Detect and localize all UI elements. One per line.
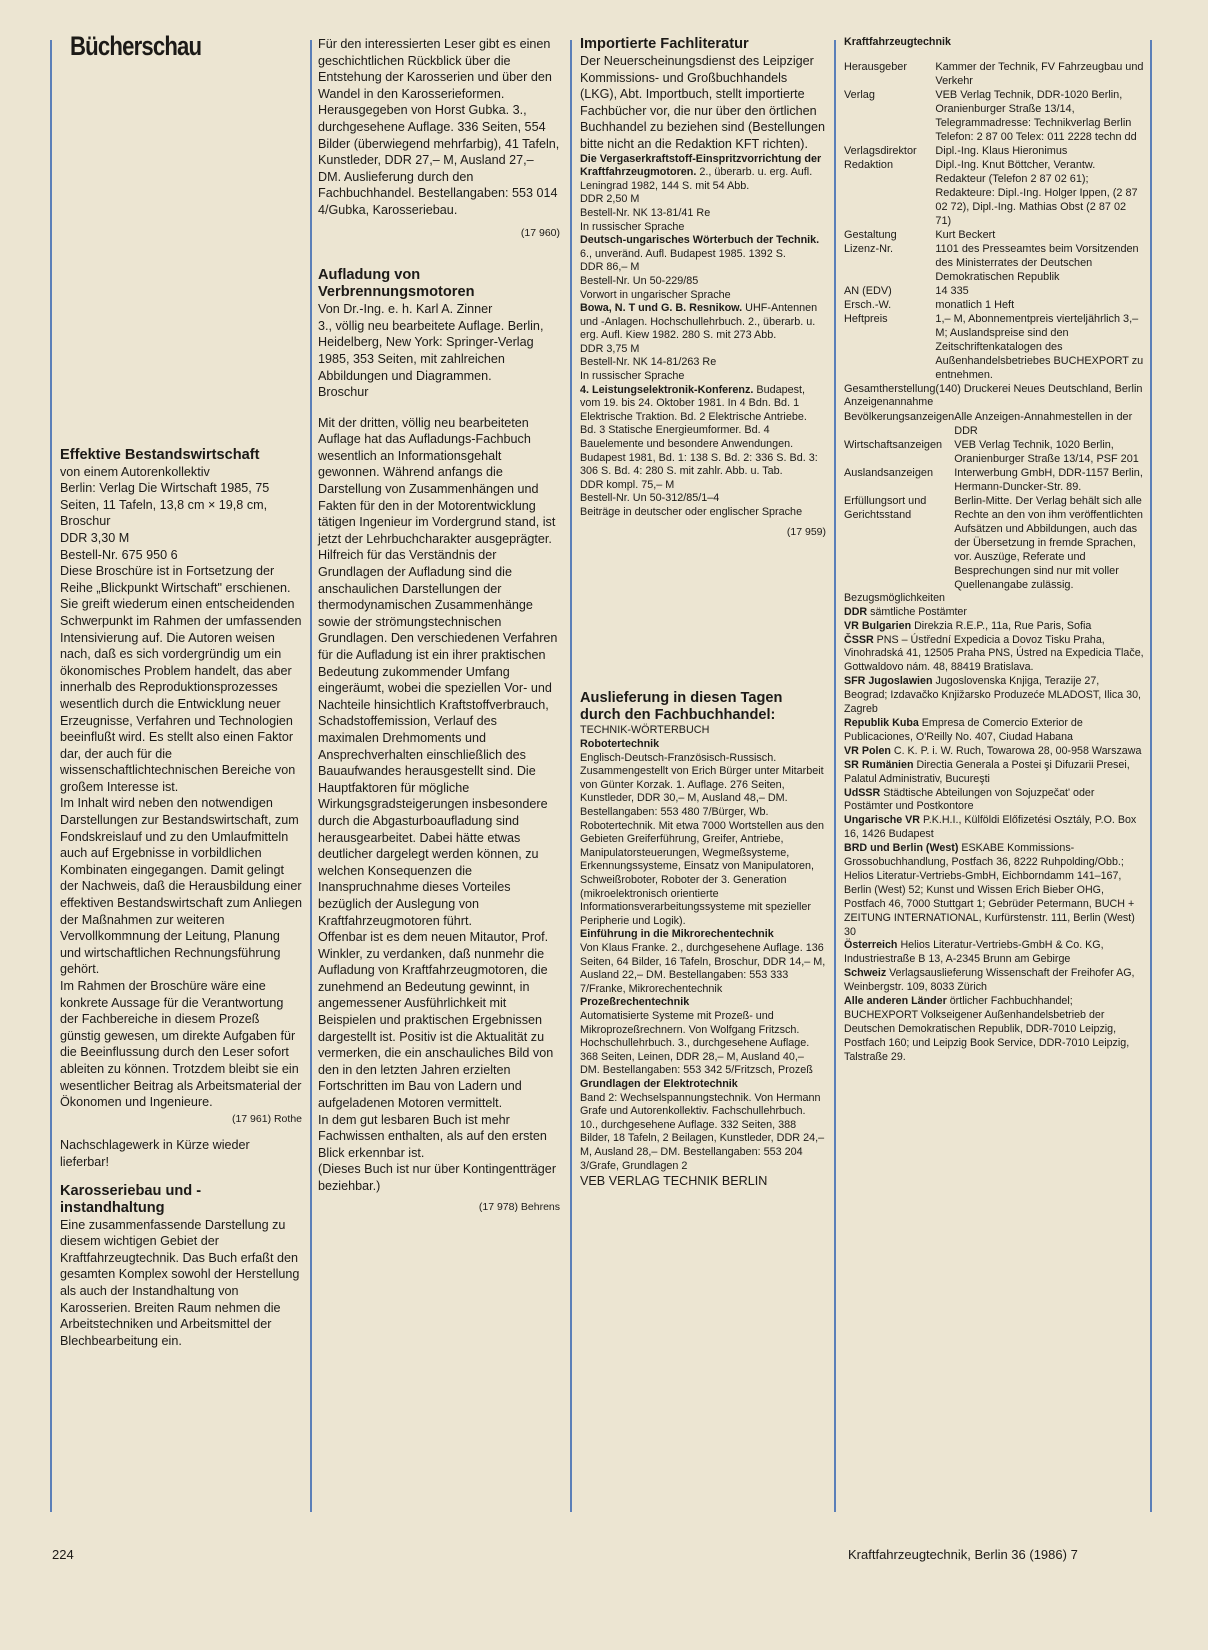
ads-heading: Anzeigenannahme (844, 395, 934, 408)
country: Österreich (844, 939, 898, 952)
imprint-row (844, 438, 1144, 466)
delivery-head: Prozeßrechentechnik (580, 996, 690, 1009)
address: Helios Literatur-Vertriebs-GmbH & Co. KG, Industriestraße B 13, A-2345 Brunn am Gebirge (844, 939, 1104, 966)
column-rule (834, 40, 836, 1512)
entry-text: 2., überarb. u. erg. Aufl. Leningrad 1982, 144 S. mit 54 Abb. (580, 166, 813, 192)
subscription-entry (844, 814, 1144, 842)
address: ESKABE Kommissions-Grossobuchhandlung, Postfach 36, 8222 Ruhpolding/Obb.; Helios Literatur-Vertriebs-GmbH, Eichborndamm 141–167, Berlin (West) 52; Kunst und Wissen Erich Bieber OHG, Postfach 46, 7000 Stuttgart 1; Gebrüder Petermann, BUCH + ZEITUNG INTERNATIONAL, Kurfürstenstr. 111, Berlin (West) 30 (844, 842, 1135, 938)
address: Verlagsauslieferung Wissenschaft der Freihofer AG, Weinbergstr. 109, 8033 Zürich (844, 967, 1135, 994)
notice-text: Nachschlagewerk in Kürze wieder lieferbar! (60, 1138, 250, 1169)
subscription-entry (844, 675, 1144, 717)
delivery-text: Von Klaus Franke. 2., durchgesehene Auflage. 136 Seiten, 64 Bilder, 16 Tafeln, Broschur, DDR 14,– M, Ausland 22,– DM. Bestellangaben: 553 333 7/Franke, Mikrorechentechnik (580, 942, 826, 995)
country: ČSSR (844, 633, 874, 646)
column-2 (318, 36, 560, 1215)
country: SR Rumänien (844, 758, 914, 771)
row-value: Kurt Beckert (935, 228, 996, 241)
imprint-row (844, 144, 1144, 158)
review-bibliography (60, 464, 302, 564)
imprint-row (844, 60, 1144, 88)
country: VR Polen (844, 744, 891, 757)
address: Directia Generala a Postei şi Difuzarii Presei, Palatul Administrativ, Bucureşti (844, 758, 1130, 785)
entry-line: Bestell-Nr. NK 13-81/41 Re (580, 206, 711, 219)
row-key: Auslandsanzeigen (844, 466, 934, 479)
import-title: Importierte Fachliteratur (580, 36, 749, 52)
country: Ungarische VR (844, 814, 921, 827)
row-value: Interwerbung GmbH, DDR-1157 Berlin, Hermann-Duncker-Str. 89. (954, 466, 1143, 493)
entry-text: UHF-Antennen und -Anlagen. Hochschullehrbuch. 2., überarb. u. erg. Aufl. Kiew 1982. 280 S. mit 273 Abb. (580, 302, 818, 342)
review-reference: (17 960) (520, 226, 560, 239)
column-4 (844, 36, 1144, 1065)
paragraph: Hilfreich für das Verständnis der Grundlagen der Aufladung sind die anschaulichen Darstellungen der thermodynamischen Zusammenhänge sowie der strömungstechnischen Grundlagen. Den verschiedenen Verfahren für die Aufladung ist ein ihrer praktischen Bedeutung zukommender Umfang eingeräumt, wobei die speziellen Vor- und Nachteile hinsichtlich Kraftstoffverbrauch, Schadstoffemission, Verlauf des maximalen Drehmoments und Ansprechverhalten einschließlich des Bauaufwandes herausgestellt sind. Die Hauptfaktoren für mögliche Wirkungsgradsteigerungen insbesondere durch die Abgasturboaufladung sind herausgearbeitet. Dabei hätte etwas deutlicher dargelegt werden können, zu welchen Konsequenzen die Inanspruchnahme dieses Vorteiles bezüglich der Auslegung von Kraftfahrzeugmotoren führt. (318, 548, 558, 928)
delivery-text: Automatisierte Systeme mit Prozeß- und Mikroprozeßrechnern. Von Wolfgang Fritzsch. Hochschullehrbuch. 3., durchgesehene Auflage. 368 Seiten, Leinen, DDR 28,– M, Ausland 40,– DM. Bestellangaben: 553 342 5/Fritzsch, Prozeß (580, 1009, 813, 1077)
imprint-row (844, 298, 1144, 312)
row-key: Verlagsdirektor (844, 144, 917, 157)
import-reference: (17 959) (786, 525, 826, 538)
bibliography-line: Bestell-Nr. 675 950 6 (60, 547, 178, 562)
entry-line: Bestell-Nr. NK 14-81/263 Re (580, 356, 717, 369)
row-key: Gesamtherstellung (844, 382, 936, 395)
country: BRD und Berlin (West) (844, 842, 959, 855)
delivery-title: Auslieferung in diesen Tagen durch den Fachbuchhandel: (580, 690, 783, 724)
subscription-entry (844, 842, 1144, 939)
paragraph: Mit der dritten, völlig neu bearbeiteten Auflage hat das Aufladungs-Fachbuch wesentlich an Informationsgehalt gewonnen. Während anfangs die Darstellung von Zusammenhängen und Fakten für den in der Motorentwicklung tätigen Ingenieur im Vordergrund stand, ist jetzt der Lehrbuchcharakter ausgeprägter. (318, 415, 556, 546)
row-key: Wirtschaftsanzeigen (844, 438, 943, 451)
paragraph: Im Rahmen der Broschüre wäre eine konkrete Aussage für die Verantwortung der Fachbereiche in diesem Prozeß günstig gewesen, um direkte Aufgaben für die Beeinflussung durch den Leser sofort ableiten zu können. Trotzdem bleibt sie ein wesentlicher Beitrag als Arbeitsmaterial der Ökonomen und Ingenieure. (60, 979, 302, 1110)
bibliography-line: von einem Autorenkollektiv (60, 464, 210, 479)
row-key: Redaktion (844, 158, 894, 171)
row-value: 14 335 (935, 284, 969, 297)
subscription-heading: Bezugsmöglichkeiten (844, 591, 945, 604)
row-value: Dipl.-Ing. Knut Böttcher, Verantw. Redakteur (Telefon 2 87 02 61); Redakteure: Dipl.-Ing. Holger Ippen, (2 87 02 72), Dipl.-Ing. Mathias Obst (2 87 02 71) (935, 158, 1138, 227)
entry-line: In russischer Sprache (580, 220, 685, 233)
paragraph: Offenbar ist es dem neuen Mitautor, Prof. Winkler, zu verdanken, daß nunmehr die Aufladung von Kraftfahrzeugmotoren, die zunehmend an Bedeutung gewinnt, in angemessener Ausführlichkeit mit Beispielen und praktischen Ergebnissen dargestellt ist. Positiv ist die Aktualität zu vermerken, die ein anschauliches Bild von den in den letzten Jahren erzielten Fortschritten im Bau von Ladern und aufgeladenen Motoren vermittelt. (318, 930, 554, 1111)
column-1 (60, 31, 302, 1349)
subscription-entry (844, 745, 1144, 759)
delivery-head: Einführung in die Mikrorechentechnik (580, 928, 774, 941)
entry-line: DDR kompl. 75,– M (580, 478, 675, 491)
row-value: 1,– M, Abonnementpreis vierteljährlich 3,– M; Auslandspreise sind den Zeitschriftenkatalogen des Außenhandelsbetriebes BUCHEXPORT zu entnehmen. (935, 312, 1144, 381)
section-title: Bücherschau (70, 31, 202, 61)
address: PNS – Ústřední Expedicia a Dovoz Tisku Praha, Vinohradská 41, 12505 Praha PNS, Ústred na Expedicia Tlače, Gottwaldovo nám. 48, 88419 Bratislava. (844, 633, 1144, 674)
review-body: Für den interessierten Leser gibt es einen geschichtlichen Rückblick über die Entstehung der Karosserien und über den Wandel in den Karosserieformen. (318, 37, 552, 101)
subscription-entry (844, 787, 1144, 815)
paragraph: Diese Broschüre ist in Fortsetzung der Reihe „Blickpunkt Wirtschaft" erschienen. Sie greift wiederum einen entscheidenden Schwerpunkt im Rahmen der umfassenden Intensivierung auf. Die Autoren weisen nach, daß es sich vordergründig um ein ökonomisches Problem handelt, das aber innerhalb des Reproduktionsprozesses wesentlich durch die Entwicklung neuer Erzeugnisse, Verfahren und Technologien beeinflußt wird. Es stellt also einen Faktor dar, der auch für die wissenschaftlichtechnischen Bereiche von großem Interesse ist. (60, 564, 302, 794)
subscription-entry (844, 995, 1144, 1065)
country: UdSSR (844, 786, 881, 799)
entry-line: DDR 86,– M (580, 261, 640, 274)
paragraph: In dem gut lesbaren Buch ist mehr Fachwissen enthalten, als auf den ersten Blick erkennbar ist. (318, 1112, 547, 1160)
review-reference: (17 978) Behrens (478, 1200, 560, 1213)
country: Republik Kuba (844, 716, 919, 729)
row-value: Berlin-Mitte. Der Verlag behält sich alle Rechte an den von ihm veröffentlichten Aufsätzen und Abbildungen, auch das der Übersetzung in fremde Sprachen, vor. Auszüge, Referate und Besprechungen sind nur mit voller Quellenangabe zulässig. (954, 494, 1143, 591)
delivery-text: Band 2: Wechselspannungstechnik. Von Hermann Grafe und Autorenkollektiv. Fachschullehrbuch. 10., durchgesehene Auflage. 332 Seiten, 388 Bilder, 18 Tafeln, 2 Beilagen, Kunstleder, DDR 24,– M, Ausland 28,– DM. Bestellangaben: 553 204 3/Grafe, Grundlagen 2 (580, 1091, 825, 1172)
review-body (318, 415, 560, 1195)
review-title: Effektive Bestandswirtschaft (60, 446, 260, 463)
column-3 (580, 36, 826, 1190)
imprint-row (844, 312, 1144, 382)
subscription-list (844, 606, 1144, 1065)
column-rule (1150, 40, 1152, 1512)
address: Empresa de Comercio Exterior de Publicaciones, O'Reilly No. 407, Ciudad Habana (844, 716, 1083, 743)
imprint-row (844, 466, 1144, 494)
row-key: Gestaltung (844, 228, 897, 241)
entry-line: In russischer Sprache (580, 370, 685, 383)
row-key: Herausgeber (844, 60, 907, 73)
review-title: Aufladung von Verbrennungsmotoren (318, 267, 475, 301)
bibliography-line: 3., völlig neu bearbeitete Auflage. Berlin, Heidelberg, New York: Springer-Verlag 1985, 353 Seiten, mit zahlreichen Abbildungen und Diagrammen. (318, 318, 544, 383)
subscription-entry (844, 939, 1144, 967)
country: SFR Jugoslawien (844, 675, 933, 688)
entry-line: Beiträge in deutscher oder englischer Sprache (580, 506, 803, 518)
review-body (60, 563, 302, 1111)
address: Städtische Abteilungen von Sojuzpečat' oder Postämter und Postkontore (844, 786, 1095, 813)
bibliography-line: Broschur (318, 385, 369, 400)
journal-footer: Kraftfahrzeugtechnik, Berlin 36 (1986) 7 (848, 1547, 1078, 1562)
bibliography-line: Berlin: Verlag Die Wirtschaft 1985, 75 Seiten, 11 Tafeln, 13,8 cm × 19,8 cm, Broschur (60, 481, 270, 529)
entry-line: DDR 2,50 M (580, 193, 640, 206)
delivery-text: Englisch-Deutsch-Französisch-Russisch. Zusammengestellt von Erich Bürger unter Mitarbeit von Günter Korzak. 1. Auflage. 276 Seiten, Kunstleder, DDR 30,– M, Ausland 48,– DM. Bestellangaben: 553 480 7/Bürger, Wb. Robotertechnik. Mit etwa 7000 Wortstellen aus den Gebieten Greiferführung, Greifer, Antriebe, Manipulatorsteuerungen, Wegmeßsysteme, Erkennungssysteme, Einsatz von Manipulatoren, Schweißroboter, Roboter der 3. Generation (mikroelektronisch orientierte Informationsverarbeitungssysteme mit spezieller Peripherie und Logik). (580, 751, 825, 927)
entry-line: Bestell-Nr. Un 50-229/85 (580, 274, 699, 287)
imprint-title: Kraftfahrzeugtechnik (844, 36, 951, 48)
bibliography-line: Von Dr.-Ing. e. h. Karl A. Zinner (318, 302, 493, 317)
entry-head: 4. Leistungselektronik-Konferenz. (580, 383, 754, 396)
country: Alle anderen Länder (844, 995, 947, 1008)
row-value: 1101 des Presseamtes beim Vorsitzenden des Ministerrates der Deutschen Demokratischen Republik (935, 242, 1139, 283)
import-entry (580, 234, 826, 261)
publisher-name: VEB VERLAG TECHNIK BERLIN (580, 1174, 768, 1189)
address: C. K. P. i. W. Ruch, Towarowa 28, 00-958 Warszawa (890, 744, 1142, 757)
row-value: VEB Verlag Technik, DDR-1020 Berlin, Oranienburger Straße 13/14, Telegrammadresse: Technikverlag Berlin Telefon: 2 87 00 Telex: 011 2228 techn dd (935, 88, 1137, 143)
review-bibliography (318, 301, 560, 401)
imprint-row (844, 382, 1144, 396)
imprint-row (844, 88, 1144, 144)
row-value: Alle Anzeigen-Annahmestellen in der DDR (954, 410, 1133, 437)
entry-head: Bowa, N. T und G. B. Resnikow. (580, 302, 743, 315)
ads-table (844, 410, 1144, 592)
bibliography-line: DDR 3,30 M (60, 530, 130, 545)
entry-text: Budapest, vom 19. bis 24. Oktober 1981. In 4 Bdn. Bd. 1 Elektrische Traktion. Bd. 2 Elektrische Antriebe. Bd. 3 Statische Energieumformer. Bd. 4 Bauelemente und besondere Anwendungen. Budapest 1981, Bd. 1: 138 S. Bd. 2: 336 S. Bd. 3: 306 S. Bd. 4: 280 S. mit zahlr. Abb. u. Tab. (580, 383, 818, 478)
entry-head: Die Vergaserkraftstoff-Einspritzvorrichtung der Kraftfahrzeugmotoren. (580, 152, 822, 179)
imprint-table (844, 60, 1144, 396)
row-value: (140) Druckerei Neues Deutschland, Berlin (935, 382, 1143, 395)
subscription-entry (844, 620, 1144, 634)
imprint-row (844, 410, 1144, 438)
address: sämtliche Postämter (867, 605, 967, 618)
entry-line: Vorwort in ungarischer Sprache (580, 288, 731, 301)
subscription-entry (844, 634, 1144, 676)
imprint-row (844, 158, 1144, 228)
paragraph: (Dieses Buch ist nur über Kontingentträger beziehbar.) (318, 1162, 557, 1193)
delivery-subtitle: TECHNIK-WÖRTERBUCH (580, 724, 710, 737)
entry-head: Deutsch-ungarisches Wörterbuch der Technik. (580, 234, 820, 247)
row-key: Verlag (844, 88, 875, 101)
row-key: Heftpreis (844, 312, 888, 325)
delivery-list (580, 738, 826, 1173)
country: DDR (844, 605, 868, 618)
review-body: Eine zusammenfassende Darstellung zu diesem wichtigen Gebiet der Kraftfahrzeugtechnik. Das Buch erfaßt den gesamten Komplex sowohl der Herstellung als auch der Instandhaltung von Karosserien. Breiten Raum nehmen die Arbeitstechniken und Arbeitsmittel der Blechbearbeitung ein. (60, 1217, 300, 1348)
subscription-entry (844, 717, 1144, 745)
entry-text: 6., unveränd. Aufl. Budapest 1985. 1392 S. (580, 247, 786, 260)
address: Direkzia R.E.P., 11a, Rue Paris, Sofia (911, 619, 1092, 632)
country: Schweiz (844, 967, 887, 980)
subscription-entry (844, 759, 1144, 787)
entry-line: Bestell-Nr. Un 50-312/85/1–4 (580, 492, 720, 505)
review-reference: (17 961) Rothe (231, 1112, 302, 1125)
column-rule (50, 40, 52, 1512)
import-list (580, 153, 826, 520)
subscription-entry (844, 967, 1144, 995)
delivery-head: Robotertechnik (580, 738, 660, 751)
row-key: Erfüllungsort und Gerichtsstand (844, 494, 927, 521)
import-entry (580, 153, 826, 194)
import-entry (580, 302, 826, 343)
row-key: Ersch.-W. (844, 298, 892, 311)
review-title: Karosseriebau und -instandhaltung (60, 1182, 202, 1216)
address: Jugoslovenska Knjiga, Terazije 27, Beograd; Izdavačko Knjižarsko Produzeće MLADOST, Ilica 30, Zagreb (844, 675, 1142, 716)
country: VR Bulgarien (844, 619, 912, 632)
row-value: Kammer der Technik, FV Fahrzeugbau und Verkehr (935, 60, 1144, 87)
imprint-row (844, 284, 1144, 298)
column-rule (310, 40, 312, 1512)
column-rule (570, 40, 572, 1512)
row-value: Dipl.-Ing. Klaus Hieronimus (935, 144, 1068, 157)
subscription-entry (844, 606, 1144, 620)
review-details: Herausgegeben von Horst Gubka. 3., durchgesehene Auflage. 336 Seiten, 554 Bilder (überwiegend mehrfarbig), 41 Tafeln, Kunstleder, DDR 27,– M, Ausland 27,– DM. Auslieferung durch den Fachbuchhandel. Bestellangaben: 553 014 4/Gubka, Karosseriebau. (318, 103, 560, 217)
page-number: 224 (52, 1547, 74, 1562)
paragraph: Im Inhalt wird neben den notwendigen Darstellungen zur Bestandswirtschaft, zum Fondskreislauf und zu den Umlaufmitteln auch auf Ergebnisse in vorbildlichen Kombinaten eingegangen. Damit gelingt der Nachweis, daß die Herausbildung einer effektiven Bestandswirtschaft zum Anliegen der Maßnahmen zur weiteren Vervollkommnung der Leitung, Planung und wirtschaftlichen Rechnungsführung gehört. (60, 796, 302, 977)
address: örtlicher Fachbuchhandel; BUCHEXPORT Volkseigener Außenhandelsbetrieb der Deutschen Demokratischen Republik, DDR-7010 Leipzig, Postfach 160; und Leipzig Book Service, DDR-7010 Leipzig, Talstraße 29. (844, 995, 1130, 1063)
imprint-row (844, 228, 1144, 242)
import-intro: Der Neuerscheinungsdienst des Leipziger Kommissions- und Großbuchhandels (LKG), Abt. Importbuch, stellt importierte Fachbücher vor, die nur über den örtlichen Buchhandel zu beziehen sind (Bestellungen bitte nicht an die Redaktion KFT richten). (580, 54, 826, 151)
imprint-row (844, 242, 1144, 284)
entry-line: DDR 3,75 M (580, 342, 640, 355)
row-value: VEB Verlag Technik, 1020 Berlin, Oranienburger Straße 13/14, PSF 201 (954, 438, 1139, 465)
delivery-head: Grundlagen der Elektrotechnik (580, 1077, 738, 1090)
imprint-row (844, 494, 1144, 592)
address: P.K.H.I., Külföldi Előfizetési Osztály, P.O. Box 16, 1426 Budapest (844, 814, 1137, 841)
import-entry (580, 384, 826, 479)
row-value: monatlich 1 Heft (935, 298, 1015, 311)
row-key: AN (EDV) (844, 284, 892, 297)
row-key: Bevölkerungsanzeigen (844, 410, 955, 423)
row-key: Lizenz-Nr. (844, 242, 894, 255)
